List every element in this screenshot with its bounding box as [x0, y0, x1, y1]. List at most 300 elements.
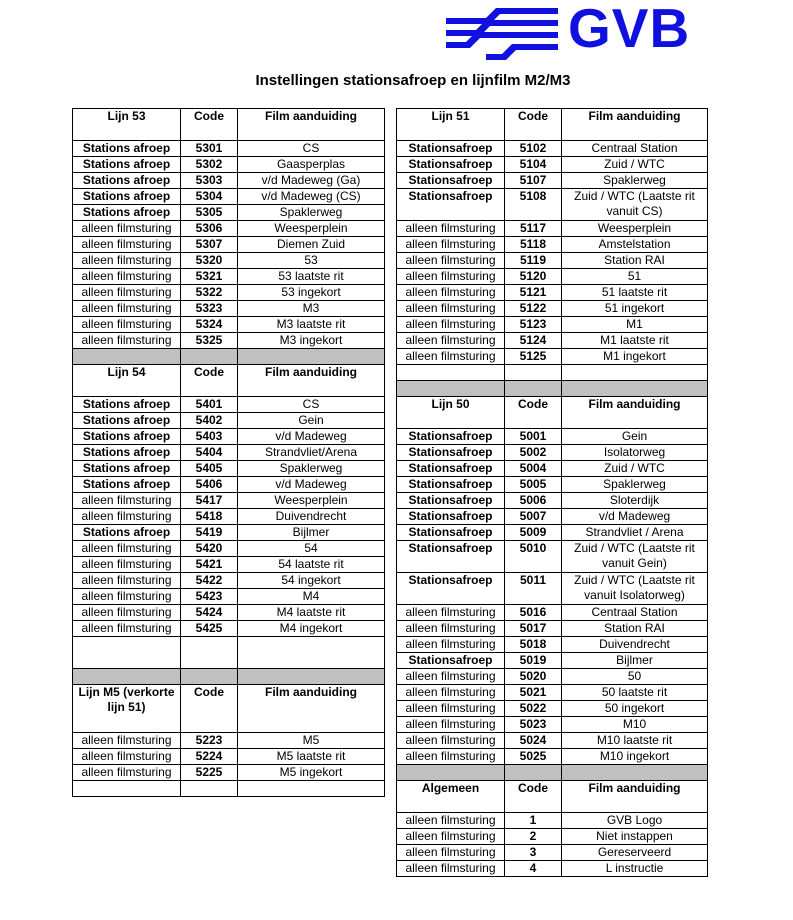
code-cell: 5323	[181, 301, 238, 317]
code-cell: 5001	[505, 429, 562, 445]
line-header-cell: Lijn 53	[73, 109, 181, 141]
table-row	[73, 493, 385, 509]
code-cell: 1	[505, 813, 562, 829]
table-row	[73, 221, 385, 237]
code-cell: 5405	[181, 461, 238, 477]
type-cell: alleen filmsturing	[397, 285, 505, 301]
empty-cell	[181, 637, 238, 669]
type-cell: Stationsafroep	[397, 173, 505, 189]
divider-cell	[238, 349, 385, 365]
code-header-cell: Code	[505, 781, 562, 813]
code-cell: 5304	[181, 189, 238, 205]
divider-cell	[397, 765, 505, 781]
divider-cell	[505, 765, 562, 781]
code-cell: 5423	[181, 589, 238, 605]
empty-cell	[73, 781, 181, 797]
table-row	[73, 397, 385, 413]
film-cell: 51	[562, 269, 708, 285]
film-cell: 53	[238, 253, 385, 269]
table-row	[397, 301, 708, 317]
film-cell: Spaklerweg	[238, 461, 385, 477]
type-cell: Stations afroep	[73, 477, 181, 493]
film-cell: Zuid / WTC (Laatste rit vanuit CS)	[562, 189, 708, 221]
code-cell: 4	[505, 861, 562, 877]
type-cell: alleen filmsturing	[397, 733, 505, 749]
type-cell: alleen filmsturing	[73, 541, 181, 557]
section-divider-row	[73, 669, 385, 685]
type-cell: alleen filmsturing	[397, 349, 505, 365]
type-cell: alleen filmsturing	[73, 765, 181, 781]
table-row	[73, 621, 385, 637]
empty-cell	[562, 365, 708, 381]
divider-cell	[181, 669, 238, 685]
code-cell: 5404	[181, 445, 238, 461]
code-cell: 5122	[505, 301, 562, 317]
film-cell: M1 ingekort	[562, 349, 708, 365]
type-cell: Stations afroep	[73, 205, 181, 221]
code-cell: 5421	[181, 557, 238, 573]
film-cell: Niet instappen	[562, 829, 708, 845]
code-cell: 5225	[181, 765, 238, 781]
table-row	[73, 285, 385, 301]
code-cell: 5118	[505, 237, 562, 253]
film-cell: M10 ingekort	[562, 749, 708, 765]
table-row	[73, 605, 385, 621]
empty-row	[73, 637, 385, 669]
film-cell: 54 laatste rit	[238, 557, 385, 573]
type-cell: Stationsafroep	[397, 461, 505, 477]
code-cell: 5007	[505, 509, 562, 525]
type-cell: Stations afroep	[73, 141, 181, 157]
table-row	[73, 173, 385, 189]
table-row	[397, 605, 708, 621]
table-row	[397, 141, 708, 157]
film-cell: M3	[238, 301, 385, 317]
table-row	[73, 445, 385, 461]
type-cell: alleen filmsturing	[73, 317, 181, 333]
code-cell: 5417	[181, 493, 238, 509]
section-divider-row	[73, 349, 385, 365]
film-cell: 51 laatste rit	[562, 285, 708, 301]
type-cell: alleen filmsturing	[73, 733, 181, 749]
code-cell: 5011	[505, 573, 562, 605]
table-row	[397, 749, 708, 765]
code-cell: 5223	[181, 733, 238, 749]
code-cell: 5322	[181, 285, 238, 301]
table-row	[73, 733, 385, 749]
code-cell: 5006	[505, 493, 562, 509]
empty-cell	[181, 781, 238, 797]
film-cell: Spaklerweg	[562, 173, 708, 189]
film-cell: Duivendrecht	[562, 637, 708, 653]
table-row	[73, 141, 385, 157]
film-cell: M3 ingekort	[238, 333, 385, 349]
type-cell: Stations afroep	[73, 413, 181, 429]
type-cell: alleen filmsturing	[397, 749, 505, 765]
table-row	[397, 477, 708, 493]
film-cell: Weesperplein	[562, 221, 708, 237]
empty-cell	[73, 637, 181, 669]
table-row	[397, 445, 708, 461]
film-cell: Centraal Station	[562, 141, 708, 157]
section-header-row	[73, 685, 385, 733]
type-cell: alleen filmsturing	[397, 813, 505, 829]
empty-cell	[238, 637, 385, 669]
film-cell: 50 ingekort	[562, 701, 708, 717]
table-row	[397, 429, 708, 445]
film-cell: Bijlmer	[238, 525, 385, 541]
code-cell: 5022	[505, 701, 562, 717]
table-row	[397, 285, 708, 301]
table-row	[397, 717, 708, 733]
type-cell: Stations afroep	[73, 173, 181, 189]
divider-cell	[181, 349, 238, 365]
film-cell: Gaasperplas	[238, 157, 385, 173]
type-cell: alleen filmsturing	[397, 237, 505, 253]
type-cell: alleen filmsturing	[397, 301, 505, 317]
divider-cell	[397, 381, 505, 397]
table-row	[397, 237, 708, 253]
type-cell: Stationsafroep	[397, 429, 505, 445]
table-row	[73, 461, 385, 477]
type-cell: Stations afroep	[73, 445, 181, 461]
line-header-cell: Lijn 51	[397, 109, 505, 141]
code-cell: 5420	[181, 541, 238, 557]
film-header-cell: Film aanduiding	[562, 781, 708, 813]
film-cell: L instructie	[562, 861, 708, 877]
type-cell: Stationsafroep	[397, 493, 505, 509]
table-row	[397, 685, 708, 701]
code-cell: 5123	[505, 317, 562, 333]
table-row	[73, 253, 385, 269]
film-cell: M4	[238, 589, 385, 605]
type-cell: alleen filmsturing	[397, 317, 505, 333]
code-cell: 5320	[181, 253, 238, 269]
film-header-cell: Film aanduiding	[238, 685, 385, 733]
table-row	[397, 333, 708, 349]
gvb-wave-logo-icon	[446, 4, 558, 60]
table-row	[73, 509, 385, 525]
type-cell: alleen filmsturing	[397, 621, 505, 637]
table-row	[73, 765, 385, 781]
type-cell: alleen filmsturing	[397, 717, 505, 733]
film-cell: Isolatorweg	[562, 445, 708, 461]
line-header-cell: Lijn 54	[73, 365, 181, 397]
film-cell: Spaklerweg	[238, 205, 385, 221]
code-cell: 5023	[505, 717, 562, 733]
film-cell: Gein	[238, 413, 385, 429]
code-cell: 5025	[505, 749, 562, 765]
code-cell: 5124	[505, 333, 562, 349]
table-row	[397, 621, 708, 637]
table-row	[73, 749, 385, 765]
film-cell: Weesperplein	[238, 221, 385, 237]
type-cell: alleen filmsturing	[397, 221, 505, 237]
table-row	[397, 189, 708, 221]
film-cell: Gein	[562, 429, 708, 445]
type-cell: alleen filmsturing	[73, 621, 181, 637]
film-cell: M5 laatste rit	[238, 749, 385, 765]
table-row	[397, 573, 708, 605]
table-row	[397, 845, 708, 861]
table-row	[397, 157, 708, 173]
type-cell: alleen filmsturing	[397, 829, 505, 845]
table-row	[73, 525, 385, 541]
type-cell: alleen filmsturing	[397, 605, 505, 621]
code-cell: 5107	[505, 173, 562, 189]
code-cell: 5102	[505, 141, 562, 157]
section-header-row	[397, 397, 708, 429]
code-cell: 5125	[505, 349, 562, 365]
section-header-row	[73, 109, 385, 141]
code-cell: 5002	[505, 445, 562, 461]
table-row	[397, 493, 708, 509]
code-cell: 5020	[505, 669, 562, 685]
film-cell: M3 laatste rit	[238, 317, 385, 333]
type-cell: Stations afroep	[73, 189, 181, 205]
empty-cell	[397, 365, 505, 381]
code-cell: 5321	[181, 269, 238, 285]
type-cell: Stations afroep	[73, 157, 181, 173]
code-cell: 2	[505, 829, 562, 845]
code-cell: 5005	[505, 477, 562, 493]
code-cell: 5403	[181, 429, 238, 445]
table-row	[73, 541, 385, 557]
table-row	[73, 589, 385, 605]
code-header-cell: Code	[181, 109, 238, 141]
film-cell: Weesperplein	[238, 493, 385, 509]
film-cell: Station RAI	[562, 253, 708, 269]
table-row	[397, 653, 708, 669]
type-cell: alleen filmsturing	[397, 333, 505, 349]
right-settings-table	[396, 108, 708, 877]
type-cell: Stations afroep	[73, 397, 181, 413]
film-cell: v/d Madeweg (Ga)	[238, 173, 385, 189]
table-row	[397, 269, 708, 285]
table-row	[73, 333, 385, 349]
type-cell: Stationsafroep	[397, 653, 505, 669]
code-cell: 5401	[181, 397, 238, 413]
film-cell: Zuid / WTC (Laatste rit vanuit Isolatorweg)	[562, 573, 708, 605]
film-cell: 53 laatste rit	[238, 269, 385, 285]
type-cell: alleen filmsturing	[73, 253, 181, 269]
code-cell: 5108	[505, 189, 562, 221]
table-row	[73, 429, 385, 445]
film-cell: Spaklerweg	[562, 477, 708, 493]
line-header-cell: Algemeen	[397, 781, 505, 813]
type-cell: alleen filmsturing	[73, 269, 181, 285]
code-cell: 5104	[505, 157, 562, 173]
type-cell: Stationsafroep	[397, 477, 505, 493]
divider-cell	[505, 381, 562, 397]
film-cell: v/d Madeweg	[562, 509, 708, 525]
film-cell: Strandvliet / Arena	[562, 525, 708, 541]
film-cell: GVB Logo	[562, 813, 708, 829]
film-cell: M5	[238, 733, 385, 749]
film-cell: v/d Madeweg (CS)	[238, 189, 385, 205]
divider-cell	[238, 669, 385, 685]
divider-cell	[73, 349, 181, 365]
film-cell: Sloterdijk	[562, 493, 708, 509]
empty-row	[73, 781, 385, 797]
film-cell: Bijlmer	[562, 653, 708, 669]
table-row	[397, 509, 708, 525]
code-header-cell: Code	[181, 365, 238, 397]
section-divider-row	[397, 381, 708, 397]
table-row	[73, 269, 385, 285]
film-cell: Duivendrecht	[238, 509, 385, 525]
empty-row	[397, 365, 708, 381]
table-row	[73, 317, 385, 333]
code-cell: 5406	[181, 477, 238, 493]
table-row	[73, 301, 385, 317]
type-cell: alleen filmsturing	[397, 701, 505, 717]
film-cell: Gereserveerd	[562, 845, 708, 861]
code-header-cell: Code	[505, 397, 562, 429]
left-settings-table	[72, 108, 385, 797]
type-cell: alleen filmsturing	[397, 253, 505, 269]
table-row	[397, 813, 708, 829]
table-row	[397, 173, 708, 189]
table-row	[397, 253, 708, 269]
film-cell: Amstelstation	[562, 237, 708, 253]
type-cell: Stationsafroep	[397, 525, 505, 541]
type-cell: Stationsafroep	[397, 157, 505, 173]
table-row	[73, 237, 385, 253]
code-header-cell: Code	[505, 109, 562, 141]
type-cell: alleen filmsturing	[73, 509, 181, 525]
type-cell: alleen filmsturing	[73, 605, 181, 621]
type-cell: alleen filmsturing	[73, 573, 181, 589]
type-cell: Stationsafroep	[397, 509, 505, 525]
type-cell: Stations afroep	[73, 461, 181, 477]
line-header-cell: Lijn M5 (verkorte lijn 51)	[73, 685, 181, 733]
gvb-logo-text: GVB	[568, 0, 691, 59]
type-cell: alleen filmsturing	[397, 685, 505, 701]
type-cell: Stationsafroep	[397, 445, 505, 461]
table-row	[397, 221, 708, 237]
code-cell: 5017	[505, 621, 562, 637]
film-cell: 53 ingekort	[238, 285, 385, 301]
gvb-logo	[446, 2, 706, 62]
code-cell: 5119	[505, 253, 562, 269]
empty-cell	[505, 365, 562, 381]
table-row	[73, 157, 385, 173]
code-cell: 5424	[181, 605, 238, 621]
type-cell: alleen filmsturing	[73, 221, 181, 237]
type-cell: alleen filmsturing	[73, 493, 181, 509]
table-row	[73, 557, 385, 573]
film-cell: 54 ingekort	[238, 573, 385, 589]
film-cell: Station RAI	[562, 621, 708, 637]
type-cell: Stationsafroep	[397, 189, 505, 221]
code-cell: 5307	[181, 237, 238, 253]
code-cell: 5419	[181, 525, 238, 541]
code-cell: 5324	[181, 317, 238, 333]
code-cell: 3	[505, 845, 562, 861]
film-cell: M1 laatste rit	[562, 333, 708, 349]
film-header-cell: Film aanduiding	[238, 109, 385, 141]
code-cell: 5018	[505, 637, 562, 653]
code-cell: 5402	[181, 413, 238, 429]
code-cell: 5010	[505, 541, 562, 573]
table-row	[397, 637, 708, 653]
film-cell: M10	[562, 717, 708, 733]
film-cell: M1	[562, 317, 708, 333]
line-header-cell: Lijn 50	[397, 397, 505, 429]
code-cell: 5325	[181, 333, 238, 349]
code-cell: 5224	[181, 749, 238, 765]
film-header-cell: Film aanduiding	[238, 365, 385, 397]
table-row	[397, 701, 708, 717]
code-cell: 5016	[505, 605, 562, 621]
film-header-cell: Film aanduiding	[562, 109, 708, 141]
type-cell: alleen filmsturing	[73, 333, 181, 349]
table-row	[397, 461, 708, 477]
code-cell: 5305	[181, 205, 238, 221]
table-row	[397, 733, 708, 749]
type-cell: alleen filmsturing	[397, 269, 505, 285]
code-cell: 5301	[181, 141, 238, 157]
table-row	[397, 349, 708, 365]
divider-cell	[562, 381, 708, 397]
film-cell: M5 ingekort	[238, 765, 385, 781]
table-row	[73, 477, 385, 493]
film-cell: v/d Madeweg	[238, 429, 385, 445]
code-cell: 5024	[505, 733, 562, 749]
film-header-cell: Film aanduiding	[562, 397, 708, 429]
film-cell: Centraal Station	[562, 605, 708, 621]
code-cell: 5019	[505, 653, 562, 669]
type-cell: alleen filmsturing	[73, 749, 181, 765]
type-cell: alleen filmsturing	[73, 237, 181, 253]
code-cell: 5418	[181, 509, 238, 525]
code-header-cell: Code	[181, 685, 238, 733]
type-cell: Stationsafroep	[397, 141, 505, 157]
film-cell: 50	[562, 669, 708, 685]
table-row	[73, 413, 385, 429]
divider-cell	[562, 765, 708, 781]
empty-cell	[238, 781, 385, 797]
film-cell: Zuid / WTC (Laatste rit vanuit Gein)	[562, 541, 708, 573]
section-divider-row	[397, 765, 708, 781]
page-title: Instellingen stationsafroep en lijnfilm M2/M3	[255, 72, 571, 89]
film-cell: CS	[238, 141, 385, 157]
code-cell: 5117	[505, 221, 562, 237]
film-cell: v/d Madeweg	[238, 477, 385, 493]
table-row	[73, 205, 385, 221]
section-header-row	[397, 781, 708, 813]
table-row	[397, 525, 708, 541]
section-header-row	[397, 109, 708, 141]
type-cell: alleen filmsturing	[397, 669, 505, 685]
table-row	[397, 861, 708, 877]
divider-cell	[73, 669, 181, 685]
type-cell: Stations afroep	[73, 525, 181, 541]
type-cell: Stations afroep	[73, 429, 181, 445]
film-cell: 54	[238, 541, 385, 557]
film-cell: Strandvliet/Arena	[238, 445, 385, 461]
type-cell: Stationsafroep	[397, 541, 505, 573]
film-cell: Zuid / WTC	[562, 157, 708, 173]
table-row	[73, 573, 385, 589]
code-cell: 5302	[181, 157, 238, 173]
code-cell: 5422	[181, 573, 238, 589]
type-cell: alleen filmsturing	[397, 861, 505, 877]
type-cell: alleen filmsturing	[397, 637, 505, 653]
code-cell: 5303	[181, 173, 238, 189]
table-row	[397, 829, 708, 845]
